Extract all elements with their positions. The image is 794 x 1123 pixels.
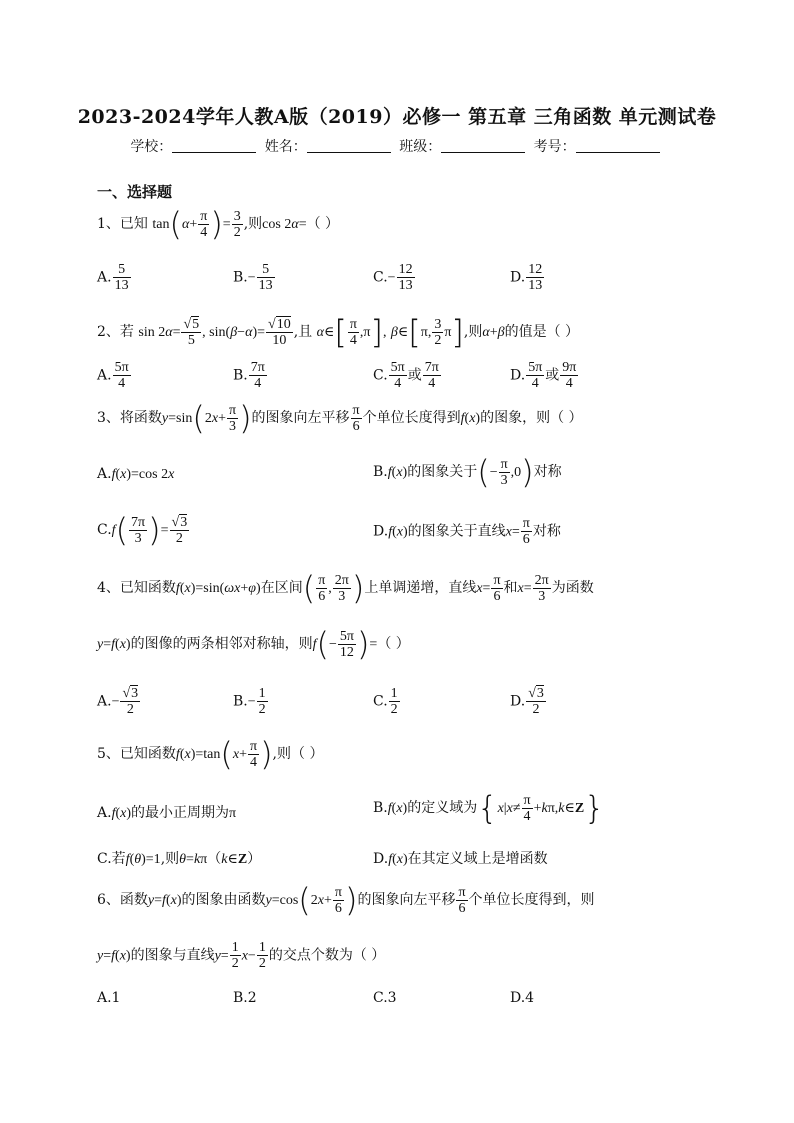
page-title: 2023-2024学年人教A版（2019）必修一 第五章 三角函数 单元测试卷 bbox=[77, 106, 717, 128]
question-3: 3、将函数y=sin(2x+ $\frac{\pi}{3}$ )的图象向左平移 $\frac{\pi}{6}$ 个单位长度得到f(x)的图象，则（ ） bbox=[97, 399, 583, 437]
q1-option-b[interactable]: B.− $\frac{5}{13}$ bbox=[233, 262, 273, 293]
section-heading: 一、选择题 bbox=[97, 183, 173, 201]
question-4: 4、已知函数f(x)=sin(ωx+φ)在区间( $\frac{\pi}{6}$ , $\frac{2\pi}{3}$ )上单调递增，直线x= $\frac{\pi}{6}$ 和x= $\frac{2\pi}{3}$ 为函数 bbox=[97, 569, 594, 607]
q2-option-c[interactable]: C. $\frac{5\pi}{4}$ 或 $\frac{7\pi}{4}$ bbox=[373, 360, 439, 391]
student-info-line bbox=[0, 136, 794, 156]
q2-option-d[interactable]: D. $\frac{5\pi}{4}$ 或 $\frac{9\pi}{4}$ bbox=[510, 360, 577, 391]
q6-option-b[interactable]: B.2 bbox=[233, 990, 257, 1006]
question-1: 1、已知 tan(α+ $\frac{\pi}{4}$ )= $\frac{3}{2}$ ,则cos 2α=（ ） bbox=[97, 205, 340, 243]
q4-option-c[interactable]: C. $\frac{1}{2}$ bbox=[373, 686, 398, 717]
q5-option-d[interactable]: D.f(x)在其定义域上是增函数 bbox=[373, 851, 548, 867]
question-6: 6、函数y=f(x)的图象由函数y=cos(2x+ $\frac{\pi}{6}$ )的图象向左平移 $\frac{\pi}{6}$ 个单位长度得到，则 bbox=[97, 881, 595, 919]
question-4-line-2: y=f(x)的图像的两条相邻对称轴，则f(− $\frac{5\pi}{12}$ )=（ ） bbox=[97, 625, 410, 663]
class-label: 班级： bbox=[399, 139, 442, 155]
q6-option-c[interactable]: C.3 bbox=[373, 990, 397, 1006]
q3-option-b[interactable]: B.f(x)的图象关于(− $\frac{\pi}{3}$ ,0)对称 bbox=[373, 453, 562, 491]
q5-option-b[interactable]: B.f(x)的定义域为{x|x≠ $\frac{\pi}{4}$ +kπ,k∈Z} bbox=[373, 789, 605, 827]
q2-option-b[interactable]: B. $\frac{7\pi}{4}$ bbox=[233, 360, 265, 391]
q4-option-b[interactable]: B.− $\frac{1}{2}$ bbox=[233, 686, 266, 717]
q6-option-d[interactable]: D.4 bbox=[510, 990, 535, 1006]
school-blank[interactable] bbox=[172, 138, 256, 153]
name-blank[interactable] bbox=[307, 138, 391, 153]
q3-option-d[interactable]: D.f(x)的图象关于直线x= $\frac{\pi}{6}$ 对称 bbox=[373, 516, 561, 547]
q5-option-c[interactable]: C.若f(θ)=1,则θ=kπ（k∈Z） bbox=[97, 851, 262, 867]
question-6-line-2: y=f(x)的图象与直线y= $\frac{1}{2}$ x− $\frac{1}{2}$ 的交点个数为（ ） bbox=[97, 940, 386, 971]
question-5: 5、已知函数f(x)=tan(x+ $\frac{\pi}{4}$ ),则（ ） bbox=[97, 735, 324, 773]
class-blank[interactable] bbox=[441, 138, 525, 153]
number-blank[interactable] bbox=[576, 138, 660, 153]
q2-option-a[interactable]: A. $\frac{5\pi}{4}$ bbox=[97, 360, 129, 391]
q1-option-d[interactable]: D. $\frac{12}{13}$ bbox=[510, 262, 543, 293]
question-2: 2、若 sin 2α= $\frac{√5}{5}$ , sin(β−α)= $\frac{√10}{10}$ ,且 α∈[ $\frac{\pi}{4}$ ,π], β∈[π, $\frac{3}{2}$ π],则α+β的值是（ ） bbox=[97, 313, 580, 351]
q3-option-c[interactable]: C.f( $\frac{7\pi}{3}$ )= $\frac{√3}{2}$ bbox=[97, 511, 188, 549]
number-label: 考号： bbox=[533, 139, 576, 155]
q1-option-c[interactable]: C.− $\frac{12}{13}$ bbox=[373, 262, 413, 293]
school-label: 学校： bbox=[130, 139, 173, 155]
q4-option-d[interactable]: D. $\frac{√3}{2}$ bbox=[510, 686, 544, 717]
q3-option-a[interactable]: A.f(x)=cos 2x bbox=[97, 466, 175, 482]
q5-option-a[interactable]: A.f(x)的最小正周期为π bbox=[97, 805, 237, 821]
q6-option-a[interactable]: A.1 bbox=[97, 990, 121, 1006]
name-label: 姓名： bbox=[264, 139, 307, 155]
q4-option-a[interactable]: A.− $\frac{√3}{2}$ bbox=[97, 686, 139, 717]
q1-option-a[interactable]: A. $\frac{5}{13}$ bbox=[97, 262, 129, 293]
